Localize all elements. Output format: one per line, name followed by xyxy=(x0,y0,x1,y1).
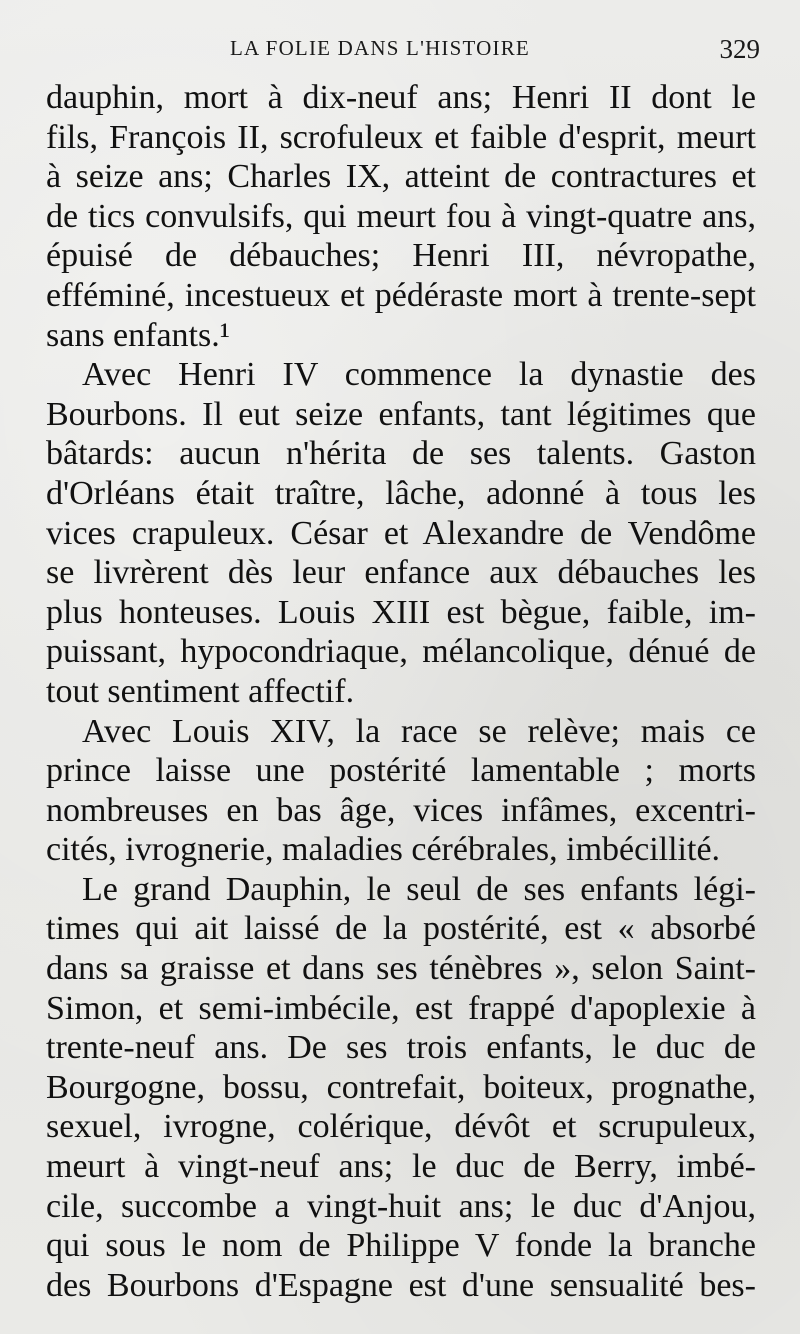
text-line: des Bourbons d'Espagne est d'une sensualité bes- xyxy=(46,1266,756,1304)
text-line: dans sa graisse et dans ses ténèbres », selon Saint- xyxy=(46,950,756,988)
text-line: Simon, et semi-imbécile, est frappé d'apoplexie à xyxy=(46,989,756,1027)
text-line: vices crapuleux. César et Alexandre de Vendôme xyxy=(46,514,756,552)
text-line: qui sous le nom de Philippe V fonde la branche xyxy=(46,1227,756,1265)
text-line: fils, François II, scrofuleux et faible d'esprit, meurt xyxy=(46,118,756,156)
page-header xyxy=(0,34,800,74)
text-line: Bourbons. Il eut seize enfants, tant légitimes que xyxy=(46,395,756,433)
text-line: cile, succombe a vingt-huit ans; le duc d'Anjou, xyxy=(46,1187,756,1225)
text-line: Bourgogne, bossu, contrefait, boiteux, prognathe, xyxy=(46,1068,756,1106)
text-line: sexuel, ivrogne, colérique, dévôt et scrupuleux, xyxy=(46,1108,756,1146)
text-line: nombreuses en bas âge, vices infâmes, excentri- xyxy=(46,791,756,829)
text-line: trente-neuf ans. De ses trois enfants, le duc de xyxy=(46,1029,756,1067)
text-line: puissant, hypocondriaque, mélancolique, dénué de xyxy=(46,633,756,671)
text-line: dauphin, mort à dix-neuf ans; Henri II dont le xyxy=(46,79,756,116)
paragraph-start: Avec Henri IV commence la dynastie des xyxy=(82,356,756,394)
text-line: times qui ait laissé de la postérité, est « absorbé xyxy=(46,910,756,948)
text-line: à seize ans; Charles IX, atteint de contractures et xyxy=(46,158,756,196)
text-line: cités, ivrognerie, maladies cérébrales, imbécillité. xyxy=(46,831,721,869)
paragraph-start: Avec Louis XIV, la race se relève; mais ce xyxy=(82,712,756,750)
text-line: meurt à vingt-neuf ans; le duc de Berry, imbé- xyxy=(46,1148,756,1186)
body-text xyxy=(46,78,756,1305)
text-line: d'Orléans était traître, lâche, adonné à tous les xyxy=(46,474,756,512)
text-line: bâtards: aucun n'hérita de ses talents. Gaston xyxy=(46,435,756,473)
text-line: épuisé de débauches; Henri III, névropathe, xyxy=(46,237,756,275)
text-line: de tics convulsifs, qui meurt fou à vingt-quatre ans, xyxy=(46,197,756,235)
paragraph-start: Le grand Dauphin, le seul de ses enfants légi- xyxy=(82,870,756,908)
text-line: efféminé, incestueux et pédéraste mort à trente-sept xyxy=(46,276,756,314)
text-line: tout sentiment affectif. xyxy=(46,672,355,710)
page-number: 329 xyxy=(719,34,760,64)
text-line: se livrèrent dès leur enfance aux débauches les xyxy=(46,554,756,592)
text-line: prince laisse une postérité lamentable ; morts xyxy=(46,752,756,790)
running-head: LA FOLIE DANS L'HISTOIRE xyxy=(230,36,530,60)
text-line: sans enfants.¹ xyxy=(46,316,230,354)
text-line: plus honteuses. Louis XIII est bègue, faible, im- xyxy=(46,593,756,631)
